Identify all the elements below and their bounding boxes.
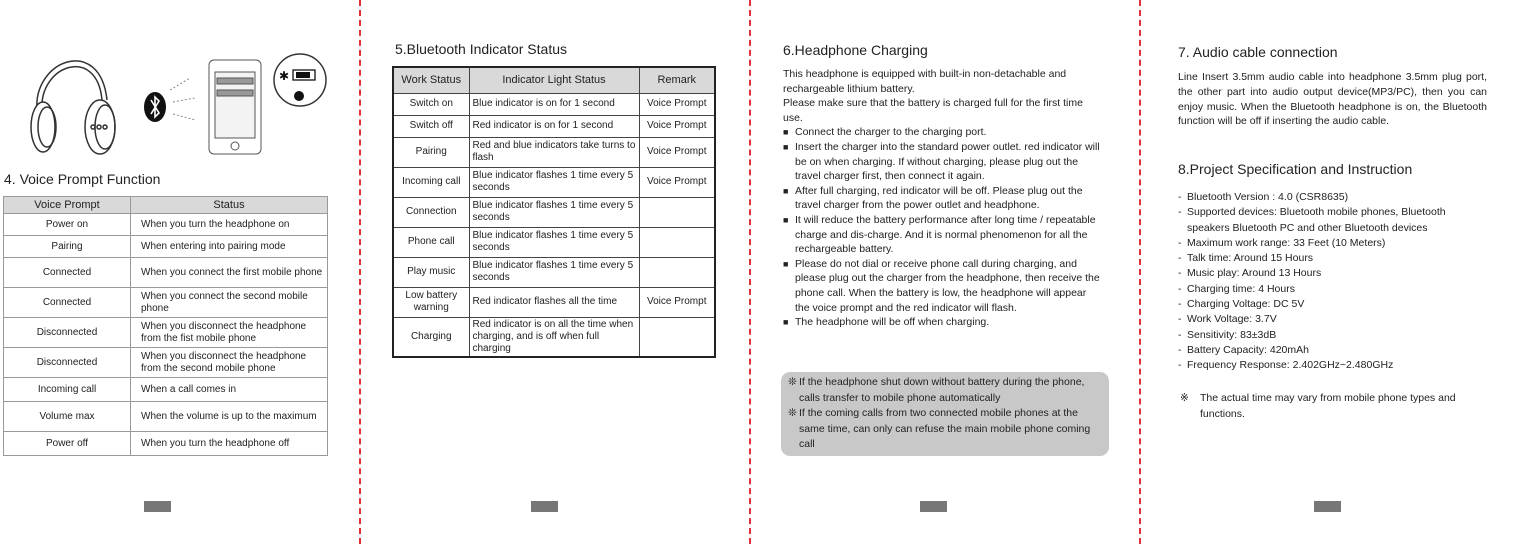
header-voice-prompt: Voice Prompt (4, 197, 131, 214)
table-row (4, 378, 328, 402)
list-item (783, 213, 1103, 257)
table-row (4, 236, 328, 258)
prompt-cell: Volume max (4, 402, 131, 432)
list-item (1178, 358, 1478, 373)
bullet-text: After full charging, red indicator will be off. Please plug out the travel charger from the power outlet and headphone. (795, 184, 1083, 212)
bullet-text: It will reduce the battery performance after long time / repeatable charge and dis-charge. And it is normal phenomenon for all the rechargeable battery. (795, 213, 1096, 256)
list-item (1178, 266, 1478, 281)
header-remark: Remark (639, 67, 715, 93)
list-item (788, 406, 1103, 453)
prompt-cell: Power on (4, 214, 131, 236)
panel-audio-spec (1140, 0, 1529, 544)
remark-cell (639, 317, 715, 357)
bullet-text: Insert the charger into the standard power outlet. red indicator will be on when charging. If without charging, please plug out the travel charger first, then connect it again. (795, 140, 1100, 183)
table-row (393, 227, 715, 257)
status-cell: When you turn the headphone on (131, 214, 328, 236)
list-item (1178, 205, 1478, 236)
dash: - (1178, 252, 1182, 265)
status-cell: Switch on (393, 93, 469, 115)
status-cell: Incoming call (393, 167, 469, 197)
dash: - (1178, 298, 1182, 311)
list-item (783, 315, 1103, 330)
table-row (393, 317, 715, 357)
list-item (783, 257, 1103, 315)
light-cell: Blue indicator flashes 1 time every 5 seconds (469, 257, 639, 287)
list-item (1178, 297, 1478, 312)
list-item (1178, 251, 1478, 266)
prompt-cell: Connected (4, 258, 131, 288)
prompt-cell: Incoming call (4, 378, 131, 402)
status-cell: Connection (393, 197, 469, 227)
magnifier-icon (274, 54, 326, 106)
status-cell: When you connect the second mobile phone (131, 288, 328, 318)
note-icon: ※ (1180, 392, 1189, 404)
light-cell: Blue indicator is on for 1 second (469, 93, 639, 115)
remark-cell (639, 227, 715, 257)
table-row (393, 93, 715, 115)
dash: - (1178, 236, 1182, 249)
dash: - (1178, 359, 1182, 372)
light-cell: Red indicator flashes all the time (469, 287, 639, 317)
bullet-text: The headphone will be off when charging. (795, 316, 990, 329)
status-cell: Play music (393, 257, 469, 287)
table-row (4, 348, 328, 378)
charging-intro-2: Please make sure that the battery is charged full for the first time use. (783, 97, 1083, 124)
status-cell: When you disconnect the headphone from the second mobile phone (131, 348, 328, 378)
remark-cell (639, 257, 715, 287)
bluetooth-indicator-table (392, 66, 716, 358)
bluetooth-icon (144, 92, 166, 122)
dash: - (1178, 267, 1182, 280)
dash: - (1178, 206, 1182, 219)
list-item (783, 140, 1103, 184)
note-text: If the headphone shut down without battery during the phone, calls transfer to mobile phone automatically (799, 376, 1085, 404)
header-indicator-light: Indicator Light Status (469, 67, 639, 93)
status-cell: Switch off (393, 115, 469, 137)
spec-text: Bluetooth Version : 4.0 (CSR8635) (1187, 191, 1349, 203)
spec-text: Sensitivity: 83±3dB (1187, 328, 1277, 341)
light-cell: Blue indicator flashes 1 time every 5 seconds (469, 197, 639, 227)
note-text: If the coming calls from two connected mobile phones at the same time, can only can refuse the main mobile phone coming call (799, 407, 1091, 450)
table-row (393, 137, 715, 167)
status-cell: When a call comes in (131, 378, 328, 402)
list-item (783, 184, 1103, 213)
voice-prompt-title: 4. Voice Prompt Function (4, 171, 161, 187)
header-work-status: Work Status (393, 67, 469, 93)
light-cell: Blue indicator flashes 1 time every 5 seconds (469, 227, 639, 257)
charging-title: 6.Headphone Charging (783, 42, 928, 58)
remark-cell: Voice Prompt (639, 115, 715, 137)
header-status: Status (131, 197, 328, 214)
svg-text:✱: ✱ (279, 69, 290, 83)
remark-cell: Voice Prompt (639, 287, 715, 317)
status-cell: Low battery warning (393, 287, 469, 317)
audio-cable-title: 7. Audio cable connection (1178, 44, 1338, 60)
remark-cell: Voice Prompt (639, 137, 715, 167)
charging-note-box (781, 372, 1109, 456)
audio-cable-text: Line Insert 3.5mm audio cable into headphone 3.5mm plug port, the other part into audio output device(MP3/PC), then you can enjoy music. When the Bluetooth headphone is on, the Bluetooth function will be off if inserting the audio cable. (1178, 71, 1487, 128)
spec-text: Supported devices: Bluetooth mobile phones, Bluetooth speakers Bluetooth PC and other Bluetooth devices (1187, 206, 1446, 234)
headphone-pairing-illustration (25, 40, 330, 160)
voice-prompt-table (3, 196, 328, 456)
note-icon: ❊ (788, 407, 797, 419)
dash: - (1178, 328, 1182, 341)
light-cell: Blue indicator flashes 1 time every 5 seconds (469, 167, 639, 197)
light-cell: Red indicator is on for 1 second (469, 115, 639, 137)
prompt-cell: Connected (4, 288, 131, 318)
remark-cell: Voice Prompt (639, 167, 715, 197)
spec-text: Charging time: 4 Hours (1187, 282, 1295, 295)
table-row (4, 258, 328, 288)
table-row (393, 115, 715, 137)
note-icon: ❊ (788, 376, 797, 388)
list-item (783, 125, 1103, 140)
bluetooth-indicator-title: 5.Bluetooth Indicator Status (395, 41, 567, 57)
bullet-icon: ■ (783, 258, 789, 269)
dash: - (1178, 191, 1182, 203)
specification-note (1180, 390, 1485, 422)
bullet-icon: ■ (783, 185, 789, 196)
spec-text: Music play: Around 13 Hours (1187, 267, 1322, 280)
spec-text: Maximum work range: 33 Feet (10 Meters) (1187, 236, 1386, 249)
prompt-cell: Disconnected (4, 318, 131, 348)
list-item (1178, 312, 1478, 327)
panel-voice-prompt (0, 0, 360, 544)
table-row (393, 197, 715, 227)
spec-text: Talk time: Around 15 Hours (1187, 252, 1314, 265)
bullet-icon: ■ (783, 317, 789, 328)
table-row (393, 287, 715, 317)
list-item (1178, 190, 1478, 205)
list-item (1178, 343, 1478, 358)
prompt-cell: Power off (4, 432, 131, 456)
status-cell: Phone call (393, 227, 469, 257)
dash: - (1178, 282, 1182, 295)
prompt-cell: Disconnected (4, 348, 131, 378)
panel-bluetooth-indicator (362, 0, 748, 544)
specification-list (1178, 190, 1478, 374)
table-row (4, 432, 328, 456)
dash: - (1178, 313, 1182, 326)
list-item (1178, 328, 1478, 343)
charging-intro: This headphone is equipped with built-in non-detachable and rechargeable lithium battery. (783, 68, 1067, 95)
status-cell: When you disconnect the headphone from the fist mobile phone (131, 318, 328, 348)
light-cell: Red and blue indicators take turns to flash (469, 137, 639, 167)
table-row (4, 288, 328, 318)
status-cell: Pairing (393, 137, 469, 167)
bullet-icon: ■ (783, 127, 789, 138)
table-row (393, 257, 715, 287)
bullet-text: Please do not dial or receive phone call during charging, and please plug out the charger from the headphone, then receive the phone call. When the battery is low, the headphone will appear the voice prompt and the red indicator will flash. (795, 257, 1100, 314)
list-item (1178, 236, 1478, 251)
note-text: The actual time may vary from mobile phone types and functions. (1200, 392, 1456, 420)
table-row (4, 402, 328, 432)
status-cell: Charging (393, 317, 469, 357)
bullet-icon: ■ (783, 141, 789, 152)
remark-cell: Voice Prompt (639, 93, 715, 115)
bullet-icon: ■ (783, 214, 789, 225)
headphone-icon (31, 61, 115, 154)
table-row (393, 167, 715, 197)
status-cell: When you turn the headphone off (131, 432, 328, 456)
spec-text: Charging Voltage: DC 5V (1187, 298, 1305, 311)
light-cell: Red indicator is on all the time when charging, and is off when full charging (469, 317, 639, 357)
remark-cell (639, 197, 715, 227)
dash: - (1178, 343, 1182, 356)
prompt-cell: Pairing (4, 236, 131, 258)
panel-charging (750, 0, 1138, 544)
bullet-text: Connect the charger to the charging port. (795, 126, 987, 139)
list-item (788, 375, 1103, 406)
table-row (4, 214, 328, 236)
specification-title: 8.Project Specification and Instruction (1178, 161, 1413, 177)
spec-text: Frequency Response: 2.402GHz~2.480GHz (1187, 359, 1394, 372)
table-row (4, 318, 328, 348)
signal-lines-icon (170, 78, 195, 120)
list-item (1178, 282, 1478, 297)
status-cell: When entering into pairing mode (131, 236, 328, 258)
status-cell: When you connect the first mobile phone (131, 258, 328, 288)
spec-text: Work Voltage: 3.7V (1187, 313, 1277, 326)
spec-text: Battery Capacity: 420mAh (1187, 343, 1309, 356)
phone-icon (209, 60, 261, 154)
charging-text (783, 67, 1103, 330)
status-cell: When the volume is up to the maximum (131, 402, 328, 432)
